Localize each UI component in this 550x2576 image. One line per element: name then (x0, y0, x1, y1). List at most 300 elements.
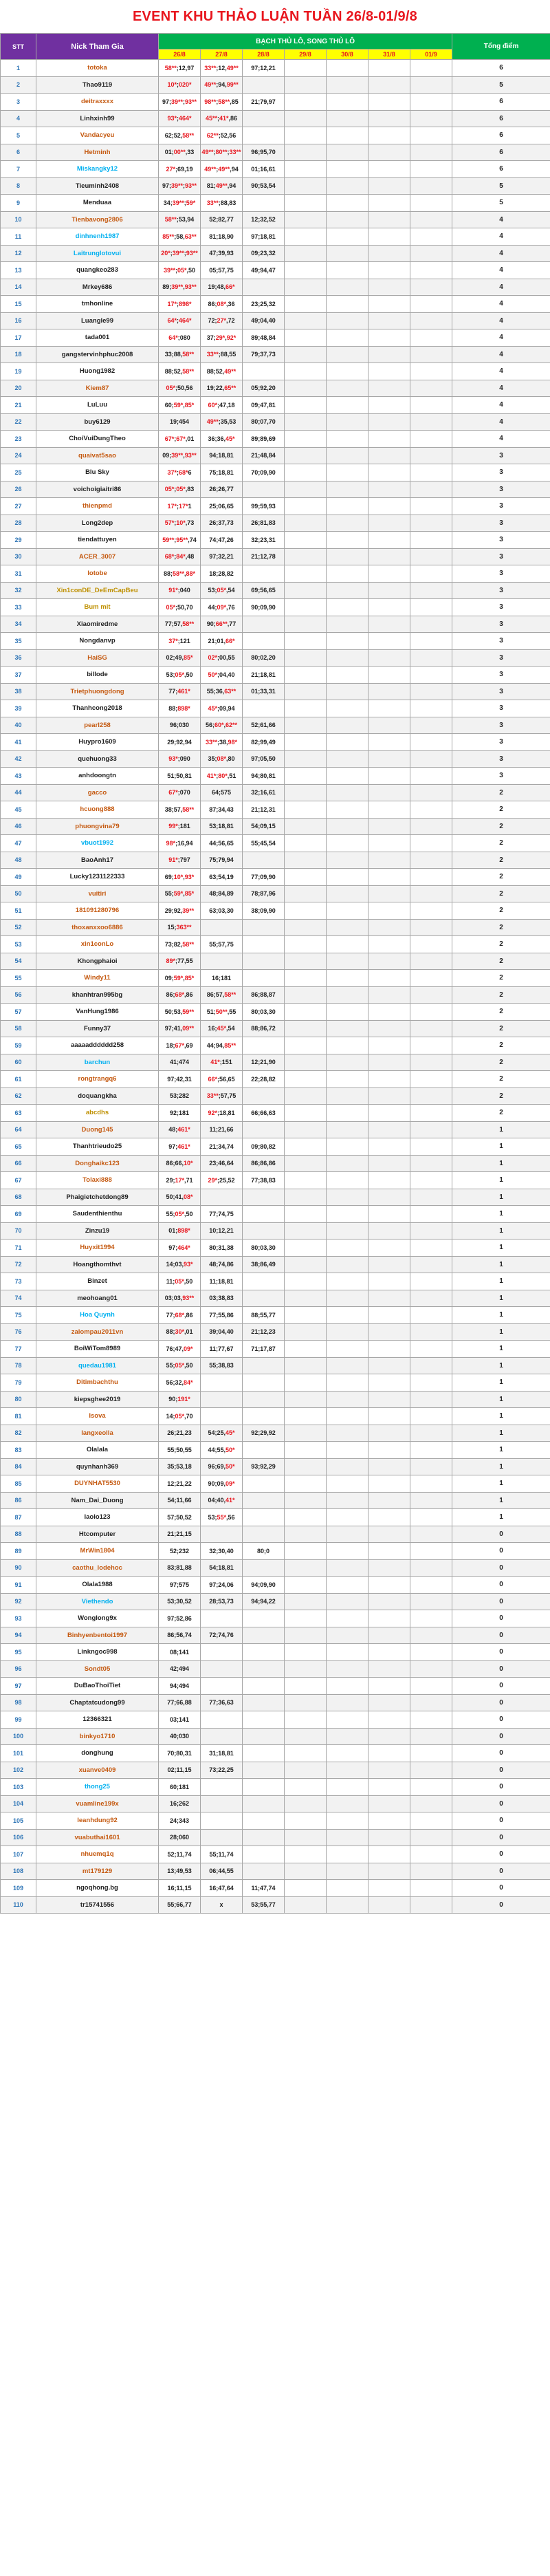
row-day-cell (410, 447, 452, 464)
table-row (1, 397, 550, 414)
row-day-cell: 09;23,32 (243, 245, 285, 262)
row-day-cell: 01;898* (159, 1222, 201, 1240)
row-day-cell (327, 464, 368, 481)
row-stt: 42 (1, 750, 36, 768)
row-day-cell (327, 818, 368, 835)
row-nick: nhuemq1q (36, 1846, 159, 1863)
row-day-cell: 58**;12,97 (159, 60, 201, 77)
row-nick: Zinzu19 (36, 1222, 159, 1240)
table-row (1, 1475, 550, 1493)
row-day-cell: 50;53,59** (159, 1004, 201, 1021)
row-day-cell: 49;04,40 (243, 312, 285, 329)
row-nick: langxeolla (36, 1425, 159, 1442)
table-row (1, 616, 550, 633)
row-day-cell (410, 94, 452, 111)
row-day-cell (327, 986, 368, 1004)
row-stt: 38 (1, 683, 36, 700)
row-day-cell (368, 599, 410, 616)
row-day-cell: 21;12,78 (243, 548, 285, 565)
row-day-cell: 26;26,77 (201, 481, 243, 498)
row-day-cell: 87;34,43 (201, 801, 243, 819)
row-day-cell: 21;12,23 (243, 1323, 285, 1341)
row-nick: thong25 (36, 1779, 159, 1796)
table-row (1, 768, 550, 785)
row-day-cell: 45**;41*,86 (201, 110, 243, 127)
row-day-cell (368, 1307, 410, 1324)
row-total: 1 (452, 1374, 550, 1392)
row-stt: 8 (1, 177, 36, 195)
row-day-cell: 16;262 (159, 1795, 201, 1812)
table-row (1, 1189, 550, 1206)
row-day-cell: 37*;121 (159, 633, 201, 650)
row-day-cell (410, 1458, 452, 1475)
table-row (1, 1408, 550, 1425)
row-day-cell (243, 1374, 285, 1392)
row-day-cell (285, 1374, 327, 1392)
row-stt: 36 (1, 649, 36, 667)
row-day-cell: 60;59*,85* (159, 397, 201, 414)
row-day-cell (368, 296, 410, 313)
row-day-cell: 68*;84*,48 (159, 548, 201, 565)
row-day-cell: 19;22,65** (201, 380, 243, 397)
table-row (1, 1711, 550, 1729)
row-total: 3 (452, 582, 550, 599)
row-day-cell: 73;22,25 (201, 1762, 243, 1779)
row-day-cell (327, 599, 368, 616)
row-total: 4 (452, 211, 550, 228)
row-nick: LuLuu (36, 397, 159, 414)
row-day-cell: 26;21,23 (159, 1425, 201, 1442)
row-total: 0 (452, 1863, 550, 1880)
row-day-cell (285, 1559, 327, 1577)
row-day-cell: 77;74,75 (201, 1206, 243, 1223)
row-day-cell: 21;01,66* (201, 633, 243, 650)
row-day-cell (285, 1779, 327, 1796)
row-day-cell: 01;16,61 (243, 161, 285, 178)
row-nick: Vandacyeu (36, 127, 159, 144)
row-day-cell (243, 1644, 285, 1661)
row-stt: 104 (1, 1795, 36, 1812)
row-day-cell: 53;55*,56 (201, 1509, 243, 1526)
row-stt: 85 (1, 1475, 36, 1493)
row-day-cell (201, 1391, 243, 1408)
row-day-cell: 83;81,88 (159, 1559, 201, 1577)
row-day-cell: 12;21,90 (243, 1054, 285, 1071)
row-day-cell: 54;18,81 (201, 1559, 243, 1577)
row-stt: 65 (1, 1138, 36, 1156)
table-row (1, 919, 550, 936)
row-nick: quehuong33 (36, 750, 159, 768)
row-total: 4 (452, 262, 550, 279)
row-day-cell (243, 481, 285, 498)
header-day: 30/8 (327, 50, 368, 60)
row-day-cell: 93*;090 (159, 750, 201, 768)
row-stt: 43 (1, 768, 36, 785)
row-day-cell (410, 532, 452, 549)
row-stt: 109 (1, 1880, 36, 1897)
row-day-cell: 52;61,66 (243, 717, 285, 734)
row-stt: 86 (1, 1492, 36, 1509)
row-day-cell (368, 750, 410, 768)
row-total: 1 (452, 1206, 550, 1223)
table-row (1, 1762, 550, 1779)
row-total: 3 (452, 717, 550, 734)
row-nick: Olala1988 (36, 1577, 159, 1594)
row-stt: 103 (1, 1779, 36, 1796)
row-day-cell: 41*;151 (201, 1054, 243, 1071)
row-day-cell (368, 532, 410, 549)
row-day-cell: 97;41,09** (159, 1020, 201, 1037)
row-day-cell: 80;02,20 (243, 649, 285, 667)
row-day-cell (410, 1037, 452, 1054)
table-row (1, 1374, 550, 1392)
row-stt: 90 (1, 1559, 36, 1577)
row-day-cell (285, 582, 327, 599)
row-day-cell: 97;461* (159, 1138, 201, 1156)
row-day-cell: 29;17*,71 (159, 1172, 201, 1189)
table-row (1, 380, 550, 397)
row-day-cell (243, 1829, 285, 1846)
row-day-cell (285, 1509, 327, 1526)
row-day-cell (410, 177, 452, 195)
row-day-cell (368, 515, 410, 532)
row-day-cell: 31;18,81 (201, 1745, 243, 1762)
row-day-cell (285, 76, 327, 94)
row-day-cell (368, 161, 410, 178)
row-day-cell (327, 1795, 368, 1812)
row-stt: 44 (1, 784, 36, 801)
table-row (1, 1121, 550, 1138)
row-day-cell (327, 1273, 368, 1290)
row-day-cell (285, 1593, 327, 1610)
row-day-cell (410, 902, 452, 920)
row-stt: 7 (1, 161, 36, 178)
row-day-cell: 77;55,86 (201, 1307, 243, 1324)
row-day-cell: 80;07,70 (243, 413, 285, 431)
row-day-cell (410, 582, 452, 599)
row-day-cell (327, 329, 368, 347)
row-day-cell: 21;48,84 (243, 447, 285, 464)
row-nick: Viethendo (36, 1593, 159, 1610)
row-day-cell (327, 532, 368, 549)
row-day-cell (285, 1189, 327, 1206)
row-nick: 12366321 (36, 1711, 159, 1729)
row-total: 3 (452, 532, 550, 549)
row-day-cell (410, 127, 452, 144)
row-stt: 57 (1, 1004, 36, 1021)
row-day-cell (285, 1846, 327, 1863)
row-stt: 84 (1, 1458, 36, 1475)
row-day-cell (327, 633, 368, 650)
table-row (1, 94, 550, 111)
row-day-cell (327, 565, 368, 583)
row-day-cell: 14;05*,70 (159, 1408, 201, 1425)
row-day-cell: 88;58**,88* (159, 565, 201, 583)
row-day-cell: 48;461* (159, 1121, 201, 1138)
table-row (1, 1458, 550, 1475)
row-day-cell (368, 1880, 410, 1897)
row-day-cell: 53;05*,54 (201, 582, 243, 599)
table-row (1, 1694, 550, 1711)
row-nick: Duong145 (36, 1121, 159, 1138)
row-day-cell (410, 734, 452, 751)
row-total: 0 (452, 1795, 550, 1812)
row-day-cell (285, 970, 327, 987)
row-day-cell (327, 1577, 368, 1594)
row-nick: tr15741556 (36, 1896, 159, 1914)
row-day-cell: 55;38,83 (201, 1357, 243, 1374)
row-stt: 76 (1, 1323, 36, 1341)
row-day-cell: 66*;56,65 (201, 1071, 243, 1088)
table-row (1, 835, 550, 852)
row-day-cell: 55;36,63** (201, 683, 243, 700)
row-day-cell: 02*;00,55 (201, 649, 243, 667)
row-day-cell (410, 1711, 452, 1729)
row-day-cell (243, 633, 285, 650)
row-day-cell (368, 683, 410, 700)
row-day-cell (368, 1812, 410, 1830)
row-day-cell: 09;39**,93** (159, 447, 201, 464)
row-stt: 89 (1, 1543, 36, 1560)
row-day-cell (285, 498, 327, 515)
row-day-cell (410, 228, 452, 246)
table-row (1, 936, 550, 953)
row-day-cell: 70;80,31 (159, 1745, 201, 1762)
row-day-cell: 05*;50,56 (159, 380, 201, 397)
row-day-cell (285, 195, 327, 212)
row-day-cell: 98**;58**,85 (201, 94, 243, 111)
row-day-cell: 26;81,83 (243, 515, 285, 532)
table-row (1, 498, 550, 515)
row-day-cell: 23;46,64 (201, 1155, 243, 1172)
row-day-cell (368, 363, 410, 380)
row-stt: 73 (1, 1273, 36, 1290)
row-total: 0 (452, 1610, 550, 1627)
row-day-cell: 63;03,30 (201, 902, 243, 920)
row-day-cell (327, 413, 368, 431)
row-day-cell (327, 1189, 368, 1206)
row-day-cell (285, 1273, 327, 1290)
row-day-cell (327, 1526, 368, 1543)
row-day-cell (368, 1155, 410, 1172)
row-day-cell: 67*;070 (159, 784, 201, 801)
row-day-cell (327, 1846, 368, 1863)
row-nick: BoiWiTom8989 (36, 1341, 159, 1358)
row-stt: 108 (1, 1863, 36, 1880)
row-day-cell (368, 700, 410, 717)
table-row (1, 60, 550, 77)
row-day-cell (243, 1745, 285, 1762)
row-day-cell (285, 1543, 327, 1560)
row-day-cell: 48;84,89 (201, 885, 243, 902)
row-day-cell: 32;30,40 (201, 1543, 243, 1560)
row-day-cell: 09;80,82 (243, 1138, 285, 1156)
row-day-cell (327, 1323, 368, 1341)
row-day-cell (285, 869, 327, 886)
row-nick: Saudenthienthu (36, 1206, 159, 1223)
table-row (1, 565, 550, 583)
row-total: 4 (452, 363, 550, 380)
row-day-cell: 33**;38,98* (201, 734, 243, 751)
table-row (1, 1222, 550, 1240)
row-nick: meohoang01 (36, 1290, 159, 1307)
row-day-cell (410, 835, 452, 852)
row-total: 1 (452, 1408, 550, 1425)
row-day-cell (285, 532, 327, 549)
row-total: 1 (452, 1458, 550, 1475)
row-total: 3 (452, 768, 550, 785)
row-stt: 63 (1, 1105, 36, 1122)
row-day-cell: 50;41,08* (159, 1189, 201, 1206)
row-day-cell (410, 953, 452, 970)
table-row (1, 329, 550, 347)
row-day-cell (368, 346, 410, 363)
row-day-cell (327, 1105, 368, 1122)
row-total: 3 (452, 683, 550, 700)
row-day-cell: 79;37,73 (243, 346, 285, 363)
row-day-cell: 21;34,74 (201, 1138, 243, 1156)
row-day-cell (285, 919, 327, 936)
row-day-cell (327, 1660, 368, 1678)
row-day-cell: 41;474 (159, 1054, 201, 1071)
row-day-cell: 55;45,54 (243, 835, 285, 852)
row-day-cell (410, 1745, 452, 1762)
row-stt: 62 (1, 1087, 36, 1105)
row-day-cell (410, 245, 452, 262)
table-row (1, 431, 550, 448)
row-day-cell (410, 1627, 452, 1644)
row-day-cell (327, 1896, 368, 1914)
row-stt: 96 (1, 1660, 36, 1678)
row-nick: BaoAnh17 (36, 852, 159, 869)
row-stt: 1 (1, 60, 36, 77)
row-day-cell: 42;494 (159, 1660, 201, 1678)
row-stt: 4 (1, 110, 36, 127)
row-total: 3 (452, 464, 550, 481)
row-nick: Hetminh (36, 144, 159, 161)
row-day-cell (243, 1812, 285, 1830)
row-day-cell: 49**;35,53 (201, 413, 243, 431)
row-day-cell: 88;898* (159, 700, 201, 717)
row-day-cell (243, 1087, 285, 1105)
row-day-cell (327, 1087, 368, 1105)
row-day-cell (410, 262, 452, 279)
row-day-cell (285, 885, 327, 902)
row-day-cell (285, 127, 327, 144)
row-day-cell (368, 1492, 410, 1509)
row-day-cell (368, 818, 410, 835)
row-nick: Thanhtrieudo25 (36, 1138, 159, 1156)
row-nick: Phaigietchetdong89 (36, 1189, 159, 1206)
row-day-cell (368, 397, 410, 414)
row-day-cell (201, 1610, 243, 1627)
row-total: 0 (452, 1644, 550, 1661)
row-stt: 47 (1, 835, 36, 852)
row-total: 2 (452, 801, 550, 819)
row-total: 0 (452, 1559, 550, 1577)
row-total: 3 (452, 649, 550, 667)
row-total: 2 (452, 1020, 550, 1037)
row-day-cell (368, 1745, 410, 1762)
table-row (1, 1779, 550, 1796)
row-day-cell (368, 1829, 410, 1846)
row-day-cell: x (201, 1896, 243, 1914)
row-day-cell (285, 667, 327, 684)
row-stt: 30 (1, 548, 36, 565)
row-day-cell: 74;47,26 (201, 532, 243, 549)
table-row (1, 1425, 550, 1442)
row-nick: leanhdung92 (36, 1812, 159, 1830)
row-day-cell: 52;82,77 (201, 211, 243, 228)
row-day-cell: 97;32,21 (201, 548, 243, 565)
row-day-cell (243, 1357, 285, 1374)
row-day-cell (410, 312, 452, 329)
row-day-cell: 53;18,81 (201, 818, 243, 835)
row-day-cell: 76;47,09* (159, 1341, 201, 1358)
row-total: 2 (452, 919, 550, 936)
row-total: 4 (452, 296, 550, 313)
row-day-cell: 88;52,58** (159, 363, 201, 380)
row-stt: 2 (1, 76, 36, 94)
row-day-cell (285, 262, 327, 279)
table-row (1, 1020, 550, 1037)
row-day-cell: 80;31,38 (201, 1240, 243, 1257)
row-day-cell (368, 734, 410, 751)
row-day-cell: 40;030 (159, 1728, 201, 1745)
row-total: 4 (452, 346, 550, 363)
row-stt: 45 (1, 801, 36, 819)
row-day-cell (368, 431, 410, 448)
row-day-cell (201, 1678, 243, 1695)
row-day-cell: 26;37,73 (201, 515, 243, 532)
row-stt: 17 (1, 329, 36, 347)
row-day-cell: 33**;88,55 (201, 346, 243, 363)
row-total: 0 (452, 1577, 550, 1594)
row-day-cell (201, 1660, 243, 1678)
table-row (1, 161, 550, 178)
row-day-cell: 94;94,22 (243, 1593, 285, 1610)
table-row (1, 582, 550, 599)
row-day-cell: 39**;05*,50 (159, 262, 201, 279)
row-day-cell (410, 1678, 452, 1695)
row-nick: Htcomputer (36, 1526, 159, 1543)
row-total: 0 (452, 1779, 550, 1796)
row-nick: Blu Sky (36, 464, 159, 481)
row-stt: 54 (1, 953, 36, 970)
row-day-cell: 90;66**,77 (201, 616, 243, 633)
row-total: 3 (452, 734, 550, 751)
row-day-cell: 73;82,58** (159, 936, 201, 953)
row-day-cell (285, 1037, 327, 1054)
row-total: 4 (452, 397, 550, 414)
row-day-cell (368, 1004, 410, 1021)
row-day-cell: 69;10*,93* (159, 869, 201, 886)
row-stt: 58 (1, 1020, 36, 1037)
row-day-cell (285, 616, 327, 633)
row-day-cell (410, 1492, 452, 1509)
row-nick: pearl258 (36, 717, 159, 734)
table-row (1, 1138, 550, 1156)
row-day-cell (410, 110, 452, 127)
row-stt: 37 (1, 667, 36, 684)
row-day-cell (410, 986, 452, 1004)
row-day-cell (368, 1273, 410, 1290)
row-stt: 75 (1, 1307, 36, 1324)
row-day-cell: 59**;95**,74 (159, 532, 201, 549)
row-day-cell (410, 750, 452, 768)
row-day-cell (201, 1711, 243, 1729)
row-day-cell (327, 1037, 368, 1054)
